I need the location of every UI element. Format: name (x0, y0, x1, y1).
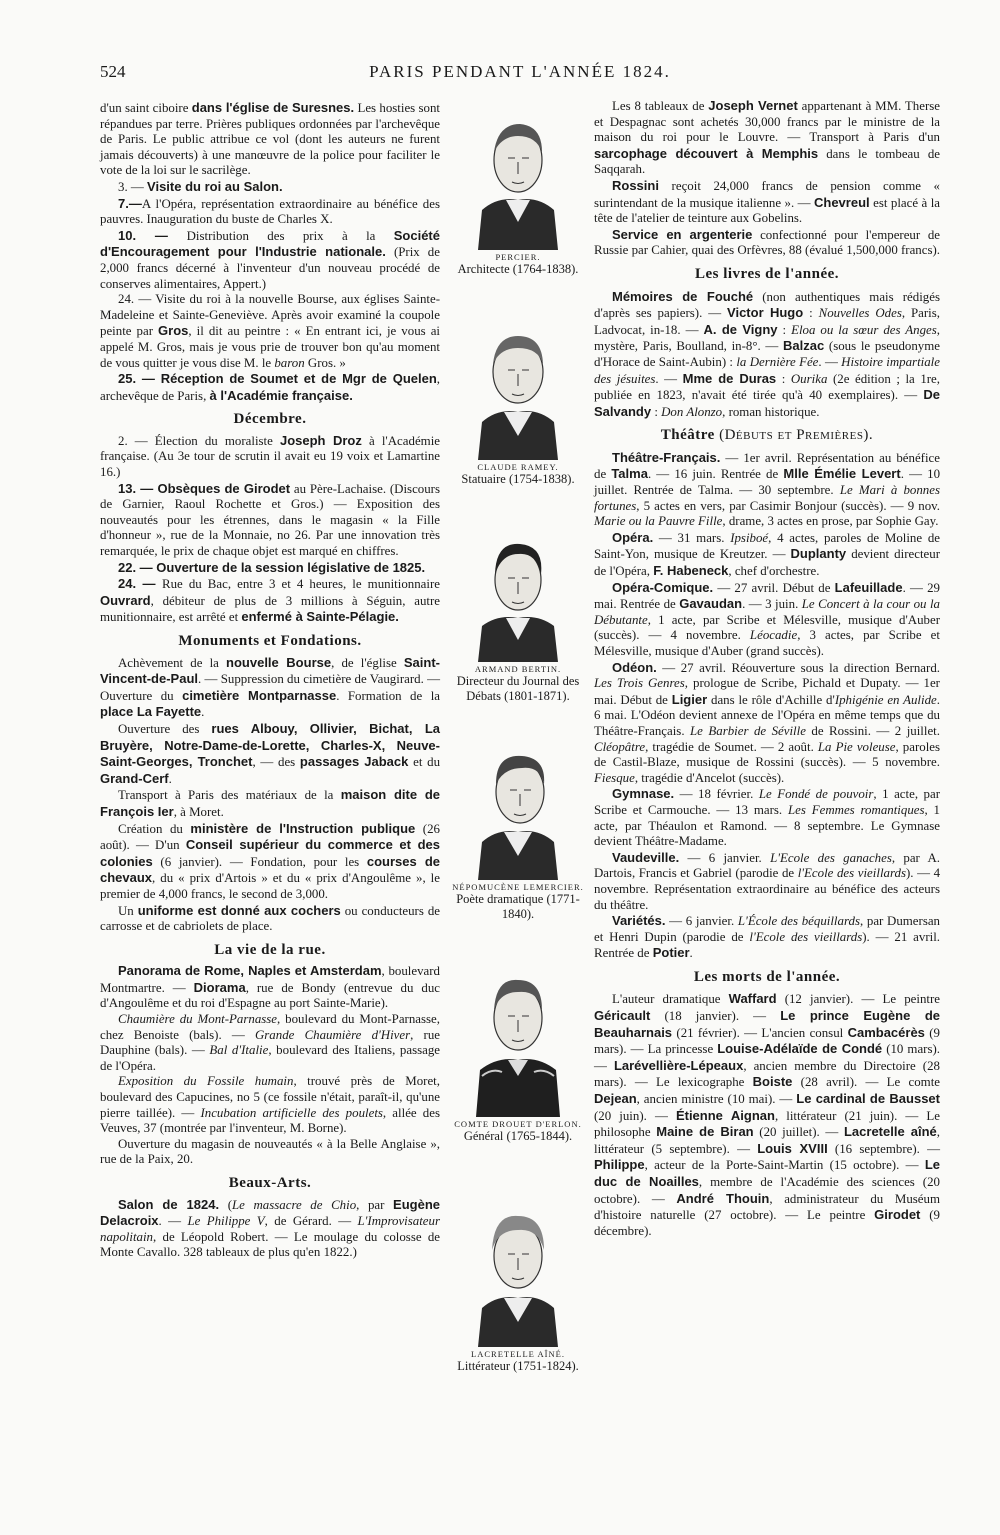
section-heading: Les livres de l'année. (694, 265, 840, 282)
paragraph: Transport à Paris des matériaux de la maison dite de François Ier, à Moret. (100, 787, 440, 819)
paragraph: 7.—A l'Opéra, représentation extraordinaire au bénéfice des pauvres. Inauguration du buste de Charles X. (100, 195, 440, 227)
paragraph: Un uniforme est donné aux cochers ou conducteurs de carrosse et de cabriolets de place. (100, 902, 440, 934)
portrait-engraving (468, 310, 568, 460)
paragraph: Odéon. — 27 avril. Réouverture sous la direction Bernard. Les Trois Genres, prologue de Scribe, Pichald et Dupaty. — 1er mai. Début de Ligier dans le rôle d'Achille d'Iphigénie en Aulide. 6 mai. L'Odéon devient annexe de l'Opéra en même temps que du Théâtre-Français. Le Barbier de Séville de Rossini. — 2 juillet. Cléopâtre, tragédie de Soumet. — 2 août. La Pie voleuse, paroles de Castil-Blaze, musique de Rossini (succès). — 5 novembre. Fiesque, tragédie d'Ancelot (succès). (594, 659, 941, 785)
portrait-role: Statuaire (1754-1838). (461, 472, 575, 486)
portrait-engraving (468, 100, 568, 250)
portrait-name: COMTE DROUET D'ERLON. (454, 1119, 582, 1129)
paragraph: Rossini reçoit 24,000 francs de pension comme « surintendant de la musique italienne ». — Chevreul est placé à la tête de l'atelier de teinture aux Gobelins. (594, 177, 940, 226)
paragraph: 3. — Visite du roi au Salon. (118, 178, 283, 194)
portrait-role: Général (1765-1844). (463, 1129, 573, 1143)
paragraph: Chaumière du Mont-Parnasse, boulevard du Mont-Parnasse, chez Benoiste (bals). — Grande Chaumière d'Hiver, rue Dauphine (bals). — Bal d'Italie, boulevard des Italiens, passage de l'Opéra. (100, 1012, 441, 1073)
paragraph: Gymnase. — 18 février. Le Fondé de pouvoir, 1 acte, par Scribe et Carmouche. — 13 mars. Les Femmes romantiques, 1 acte, par Théaulon et Ramond. — 8 septembre. Le Gymnase devient Théâtre-Madame. (594, 786, 941, 849)
paragraph: 2. — Élection du moraliste Joseph Droz à l'Académie française. (Au 3e tour de scrutin il avait eu 19 voix et Lamartine 16.) (100, 432, 440, 480)
portrait-role: Poète dramatique (1771-1840). (456, 892, 580, 921)
paragraph: d'un saint ciboire dans l'église de Suresnes. Les hosties sont répandues par terre. Prières publiques ordonnées par l'archevêque de Paris. Le public attribue ce vol (dont les auteurs ne furent jamais découverts) à une manœuvre de la police pour faciliter le vote de la loi sur le sacrilège. (100, 100, 440, 178)
right-column (594, 98, 940, 1239)
paragraph: 22. — Ouverture de la session législative de 1825. (118, 559, 426, 575)
paragraph: Vaudeville. — 6 janvier. L'Ecole des ganaches, par A. Dartois, Francis et Gabriel (parodie de l'Ecole des vieillards). — 4 novembre. Représentation extraordinaire au bénéfice des acteurs du théâtre. (594, 849, 941, 912)
portrait-name: LACRETELLE AÎNÉ. (471, 1349, 565, 1359)
paragraph: Ouverture des rues Albouy, Ollivier, Bichat, La Bruyère, Notre-Dame-de-Lorette, Charles-X, Neuve-Saint-Georges, Tronchet, — des passages Jaback et du Grand-Cerf. (100, 720, 441, 786)
portrait-role: Littérateur (1751-1824). (457, 1359, 579, 1373)
paragraph: 24. — Visite du roi à la nouvelle Bourse, aux églises Sainte-Madeleine et Sainte-Geneviève. Après avoir examiné la coupole peinte par Gros, il dit au peintre : « En entrant ici, je vous ai appelé M. Gros, mais je vous prie de trouver bon qu'au moment de vous quitter je vous dise M. le baron Gros. » (100, 292, 441, 370)
left-column (100, 100, 440, 1261)
paragraph: Ouverture du magasin de nouveautés « à la Belle Anglaise », rue de la Paix, 20. (100, 1136, 440, 1167)
paragraph: Mémoires de Fouché (non authentiques mais rédigés d'après ses papiers). — Victor Hugo : Nouvelles Odes, Paris, Ladvocat, in-18. — A. de Vigny : Eloa ou la sœur des Anges, mystère, Paris, Boulland, in-8°. — Balzac (sous le pseudonyme d'Horace de Saint-Aubin) : la Dernière Fée. — Histoire impartiale des jésuites. — Mme de Duras : Ourika (2e édition ; la 1re, publiée en 1823, n'avait été tirée qu'à 40 exemplaires). — De Salvandy : Don Alonzo, roman historique. (594, 288, 941, 419)
paragraph: L'auteur dramatique Waffard (12 janvier). — Le peintre Géricault (18 janvier). — Le prince Eugène de Beauharnais (21 février). — L'ancien consul Cambacérès (9 mars). — La princesse Louise-Adélaïde de Condé (10 mars). — Larévellière-Lépeaux, ancien membre du Directoire (28 mars). — Le lexicographe Boiste (28 avril). — Le comte Dejean, ancien ministre (10 mai). — Le cardinal de Bausset (20 juin). — Étienne Aignan, littérateur (21 juin). — Le philosophe Maine de Biran (20 juillet). — Lacretelle aîné, littérateur (5 septembre). — Louis XVIII (16 septembre). — Philippe, acteur de la Porte-Saint-Martin (15 octobre). — Le duc de Noailles, membre de l'Académie des sciences (20 octobre). — André Thouin, administrateur du Muséum d'histoire naturelle (27 octobre). — Le peintre Girodet (9 décembre). (594, 991, 940, 1238)
portrait-role: Directeur du Journal des Débats (1801-1871). (456, 674, 580, 703)
section-heading: Théâtre (Débuts et Premières). (660, 427, 874, 444)
paragraph: Les 8 tableaux de Joseph Vernet appartenant à MM. Therse et Despagnac sont achetés 30,000 francs par le ministre de la maison du roi pour le Louvre. — Transport à Paris d'un sarcophage découvert à Memphis dans le tombeau de Saqqarah. (594, 98, 940, 177)
paragraph: Théâtre-Français. — 1er avril. Représentation au bénéfice de Talma. — 16 juin. Rentrée de Mlle Émélie Levert. — 10 juillet. Rentrée de Talma. — 30 septembre. Le Mari à bonnes fortunes, 5 actes en vers, par Casimir Bonjour (succès). — 9 nov. Marie ou la Pauvre Fille, drame, 3 actes en prose, par Sophie Gay. (594, 449, 941, 529)
portrait-lacretelle (448, 1192, 588, 1374)
section-heading: Monuments et Fondations. (178, 633, 362, 649)
paragraph: Service en argenterie confectionné pour l'empereur de Russie par Cahier, quai des Orfèvres, 88 (évalué 1,500,000 francs). (594, 226, 940, 258)
paragraph: Exposition du Fossile humain, trouvé près de Moret, boulevard des Capucines, no 5 (ce fossile n'était, paraît-il, qu'une pierre taillée). — Incubation artificielle des poulets, allée des Veuves, 37 (montrée par l'inventeur, M. Borne). (100, 1074, 440, 1136)
portrait-drouet-derlon (448, 952, 588, 1144)
portrait-lemercier (448, 730, 588, 922)
paragraph: 13. — Obsèques de Girodet au Père-Lachaise. (Discours de Garnier, Raoul Rochette et Gros.) — Exposition des nouveautés pour les étrennes, dans le magasin « la Fille d'honneur », rue de la Monnaie, no 26. Par une innovation très remarquée, le prix de chaque objet est marqué en chiffres. (100, 480, 440, 559)
paragraph: Création du ministère de l'Instruction publique (26 août). — D'un Conseil supérieur du commerce et des colonies (6 janvier). — Fondation, pour les courses de chevaux, du « prix d'Artois » et du « prix d'Angoulême », le premier de 4,000 francs, le second de 3,000. (100, 820, 441, 901)
paragraph: 25. — Réception de Soumet et de Mgr de Quelen, archevêque de Paris, à l'Académie française. (100, 371, 441, 403)
page-header (100, 62, 940, 88)
section-heading: Décembre. (233, 411, 307, 428)
portrait-percier (448, 100, 588, 277)
portrait-bertin (448, 522, 588, 704)
paragraph: Variétés. — 6 janvier. L'École des béquillards, par Dumersan et Henri Dupin (parodie de l'Ecole des vieillards). — 21 avril. Rentrée de Potier. (594, 913, 941, 961)
paragraph: Opéra. — 31 mars. Ipsiboé, 4 actes, paroles de Moline de Saint-Yon, musique de Kreutzer. — Duplanty devient directeur de l'Opéra, F. Habeneck, chef d'orchestre. (594, 529, 940, 579)
running-title: PARIS PENDANT L'ANNÉE 1824. (369, 62, 671, 81)
portrait-ramey (448, 310, 588, 487)
paragraph: Panorama de Rome, Naples et Amsterdam, boulevard Montmartre. — Diorama, rue de Bondy (entrevue du duc d'Angoulême et du roi d'Espagne au port Sainte-Marie). (100, 963, 440, 1011)
portrait-name: PERCIER. (495, 252, 541, 262)
portrait-name: CLAUDE RAMEY. (477, 462, 559, 472)
paragraph: Salon de 1824. (Le massacre de Chio, par Eugène Delacroix. — Le Philippe V, de Gérard. — L'Improvisateur napolitain, de Léopold Robert. — Le moulage du colosse de Monte Cavallo. 328 tableaux de plus qu'en 1822.) (100, 1196, 441, 1260)
section-heading: La vie de la rue. (214, 941, 326, 958)
portrait-engraving (468, 952, 568, 1117)
paragraph: Opéra-Comique. — 27 avril. Début de Lafeuillade. — 29 mai. Rentrée de Gavaudan. — 3 juin. Le Concert à la cour ou la Débutante, 1 acte, par Scribe et Mélesville, musique d'Auber (succès). — 4 novembre. Léocadie, 3 actes, par Scribe et Mélesville, musique d'Auber (grand succès). (594, 579, 940, 658)
page-number: 524 (100, 62, 126, 81)
paragraph: 10. — Distribution des prix à la Société d'Encouragement pour l'Industrie nationale. (Prix de 2,000 francs décerné à l'inventeur d'un nouveau procédé de conserves alimentaires, Appert.) (100, 227, 440, 291)
portrait-role: Architecte (1764-1838). (457, 262, 579, 276)
portrait-engraving (468, 522, 568, 662)
section-heading: Beaux-Arts. (228, 1175, 312, 1191)
portrait-name: NÉPOMUCÈNE LEMERCIER. (452, 882, 584, 892)
paragraph: Achèvement de la nouvelle Bourse, de l'église Saint-Vincent-de-Paul. — Suppression du cimetière de Vaugirard. — Ouverture du cimetière Montparnasse. Formation de la place La Fayette. (100, 654, 441, 720)
section-heading: Les morts de l'année. (693, 968, 841, 985)
portrait-name: ARMAND BERTIN. (474, 664, 562, 674)
portrait-engraving (468, 1192, 568, 1347)
paragraph: 24. — Rue du Bac, entre 3 et 4 heures, le munitionnaire Ouvrard, débiteur de plus de 3 millions à Séguin, autre munitionnaire, est arrêté et enfermé à Sainte-Pélagie. (100, 576, 440, 625)
portrait-engraving (468, 730, 568, 880)
